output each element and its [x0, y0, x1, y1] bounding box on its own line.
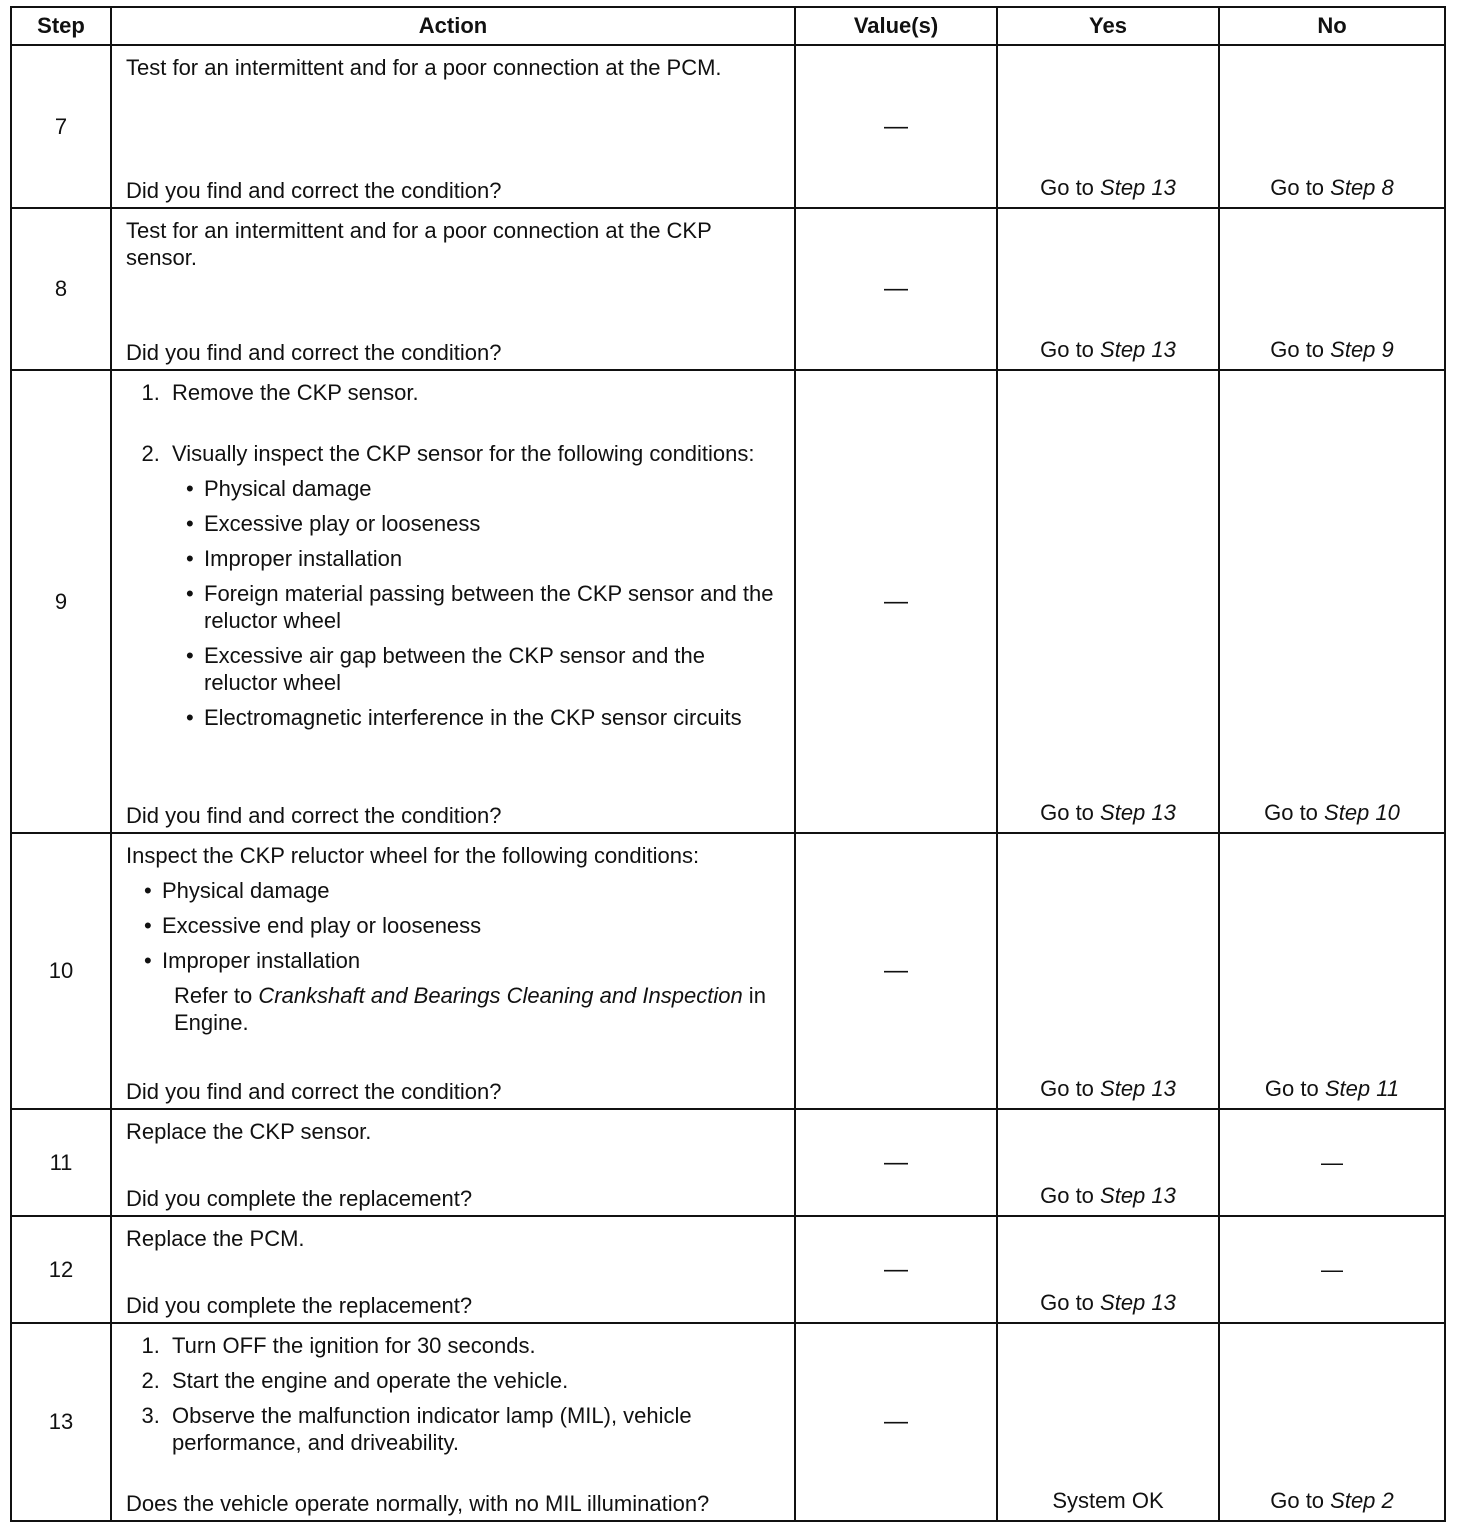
no-dash: — — [1321, 1256, 1343, 1282]
step-number: 12 — [11, 1216, 111, 1323]
action-text: Replace the PCM. — [126, 1226, 305, 1251]
action-text: Test for an intermittent and for a poor connection at the PCM. — [126, 55, 722, 80]
action-steps — [112, 1324, 794, 1456]
header-step: Step — [11, 7, 111, 45]
no-cell — [1219, 370, 1445, 833]
no-goto: Go to Step 8 — [1270, 175, 1394, 200]
action-cell — [111, 45, 795, 208]
reference-note: Refer to Crankshaft and Bearings Cleaning and Inspection in Engine. — [174, 983, 766, 1035]
step-ref: Step 13 — [1100, 1076, 1176, 1101]
table-row — [11, 1216, 1445, 1323]
step-ref: Step 13 — [1100, 1290, 1176, 1315]
value-cell: — — [795, 208, 997, 370]
yes-cell — [997, 370, 1219, 833]
bullet-item: • Excessive play or looseness — [190, 510, 784, 537]
header-row — [11, 7, 1445, 45]
bullet-item: • Excessive end play or looseness — [148, 912, 784, 939]
no-cell — [1219, 833, 1445, 1109]
step-number: 7 — [11, 45, 111, 208]
action-cell — [111, 370, 795, 833]
table-row — [11, 370, 1445, 833]
no-cell — [1219, 208, 1445, 370]
no-cell — [1219, 1216, 1445, 1323]
bullet-item: • Physical damage — [148, 877, 784, 904]
diagnostic-table — [10, 6, 1446, 1522]
list-item: 1. Turn OFF the ignition for 30 seconds. — [166, 1332, 784, 1359]
question: Did you complete the replacement? — [126, 1186, 473, 1211]
header-values: Value(s) — [795, 7, 997, 45]
step-ref: Step 11 — [1324, 1076, 1400, 1101]
question: Did you find and correct the condition? — [126, 178, 502, 203]
no-cell — [1219, 1323, 1445, 1521]
bullet-list — [168, 475, 784, 731]
step-ref: Step 10 — [1324, 800, 1400, 825]
table-row — [11, 1109, 1445, 1216]
step-ref: Step 8 — [1330, 175, 1394, 200]
step-number: 11 — [11, 1109, 111, 1216]
yes-cell — [997, 1216, 1219, 1323]
yes-cell — [997, 208, 1219, 370]
bullet-item: • Excessive air gap between the CKP sensor and the reluctor wheel — [190, 642, 784, 696]
bullet-item: • Physical damage — [190, 475, 784, 502]
value-cell: — — [795, 1323, 997, 1521]
step-ref: Step 2 — [1330, 1488, 1394, 1513]
list-item: 3. Observe the malfunction indicator lamp (MIL), vehicle performance, and driveability. — [166, 1402, 784, 1456]
action-cell — [111, 208, 795, 370]
numbered-list — [126, 1332, 784, 1456]
system-ok: System OK — [1052, 1488, 1164, 1513]
yes-goto: Go to Step 13 — [1040, 800, 1176, 825]
yes-goto: Go to Step 13 — [1040, 1076, 1176, 1101]
header-action: Action — [111, 7, 795, 45]
action-cell — [111, 1109, 795, 1216]
action-cell — [111, 1216, 795, 1323]
step-number: 8 — [11, 208, 111, 370]
value-cell: — — [795, 1216, 997, 1323]
step-number: 9 — [11, 370, 111, 833]
no-goto: Go to Step 11 — [1264, 1076, 1400, 1101]
step-ref: Step 13 — [1100, 800, 1176, 825]
no-dash: — — [1321, 1149, 1343, 1175]
step-ref: Step 13 — [1100, 337, 1176, 362]
header-no: No — [1219, 7, 1445, 45]
action-cell — [111, 833, 795, 1109]
no-goto: Go to Step 2 — [1270, 1488, 1394, 1513]
value-cell: — — [795, 45, 997, 208]
yes-cell — [997, 1323, 1219, 1521]
reference-link[interactable]: Crankshaft and Bearings Cleaning and Inspection — [258, 983, 743, 1008]
step-ref: Step 9 — [1330, 337, 1394, 362]
numbered-list — [126, 379, 784, 731]
yes-cell — [997, 833, 1219, 1109]
bullet-item: • Improper installation — [148, 947, 784, 974]
yes-goto: Go to Step 13 — [1040, 1183, 1176, 1208]
question: Did you find and correct the condition? — [126, 340, 502, 365]
yes-goto: Go to Step 13 — [1040, 337, 1176, 362]
yes-goto: Go to Step 13 — [1040, 175, 1176, 200]
step-ref: Step 13 — [1100, 1183, 1176, 1208]
question: Does the vehicle operate normally, with no MIL illumination? — [126, 1491, 710, 1516]
bullet-item: • Electromagnetic interference in the CKP sensor circuits — [190, 704, 784, 731]
action-text: Replace the CKP sensor. — [126, 1119, 372, 1144]
action-steps — [112, 834, 794, 1036]
value-cell: — — [795, 1109, 997, 1216]
question: Did you complete the replacement? — [126, 1293, 473, 1318]
value-cell: — — [795, 370, 997, 833]
action-cell — [111, 1323, 795, 1521]
no-cell — [1219, 45, 1445, 208]
list-item: 1. Remove the CKP sensor. — [166, 379, 784, 406]
header-yes: Yes — [997, 7, 1219, 45]
action-steps — [112, 371, 794, 731]
action-text: Inspect the CKP reluctor wheel for the following conditions: — [126, 843, 700, 868]
bullet-item: • Foreign material passing between the CKP sensor and the reluctor wheel — [190, 580, 784, 634]
table-row — [11, 208, 1445, 370]
table-row — [11, 833, 1445, 1109]
value-cell: — — [795, 833, 997, 1109]
action-text: Test for an intermittent and for a poor connection at the CKP sensor. — [126, 218, 712, 270]
step-number: 10 — [11, 833, 111, 1109]
yes-cell — [997, 45, 1219, 208]
list-item: 2. Visually inspect the CKP sensor for the following conditions: • Physical damage • Excessive play or looseness • Improper installation • Foreign material passing between the CKP sensor and the reluctor wheel • Excessive air gap between the CKP sensor and the reluctor wheel • Electromagnetic interference in the CKP sensor circuits — [166, 440, 784, 731]
question: Did you find and correct the condition? — [126, 1079, 502, 1104]
step-ref: Step 13 — [1100, 175, 1176, 200]
bullet-item: • Improper installation — [190, 545, 784, 572]
step-number: 13 — [11, 1323, 111, 1521]
question: Did you find and correct the condition? — [126, 803, 502, 828]
yes-goto: Go to Step 13 — [1040, 1290, 1176, 1315]
bullet-list — [126, 877, 784, 974]
table-row — [11, 45, 1445, 208]
no-cell — [1219, 1109, 1445, 1216]
no-goto: Go to Step 9 — [1270, 337, 1394, 362]
no-goto: Go to Step 10 — [1264, 800, 1400, 825]
yes-cell — [997, 1109, 1219, 1216]
list-item: 2. Start the engine and operate the vehicle. — [166, 1367, 784, 1394]
table-row — [11, 1323, 1445, 1521]
